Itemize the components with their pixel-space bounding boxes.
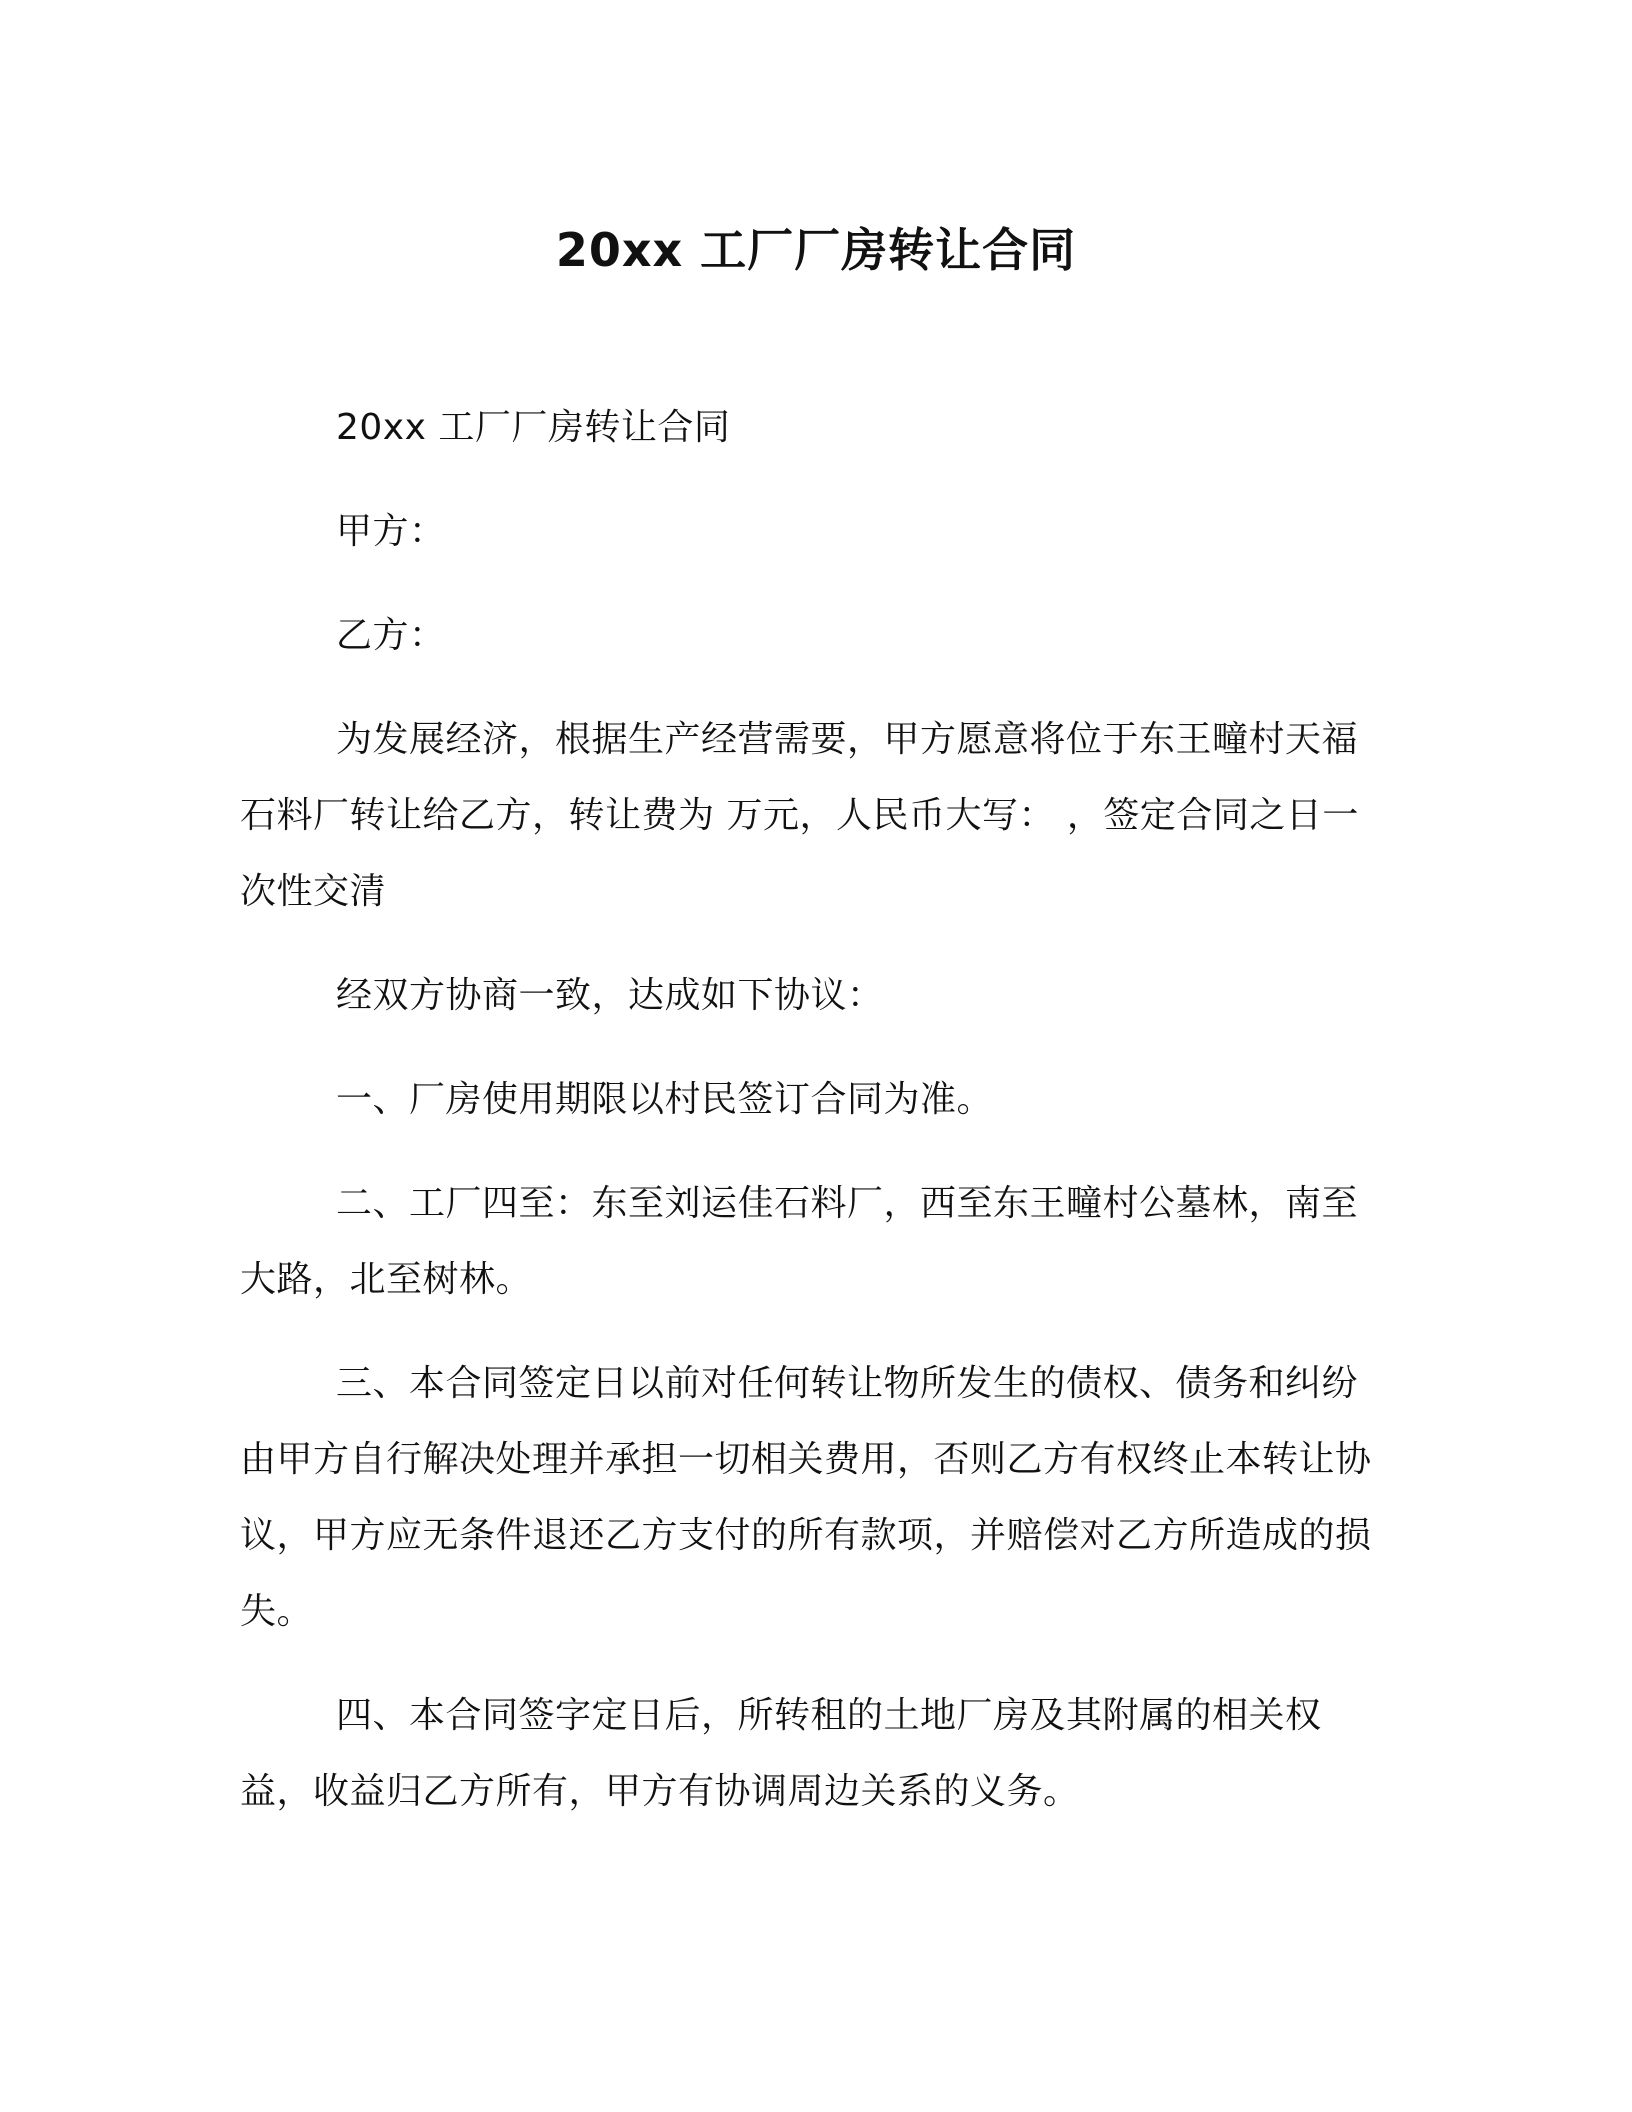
paragraph-clause-3: 三、本合同签定日以前对任何转让物所发生的债权、债务和纠纷由甲方自行解决处理并承担一切相关费用，否则乙方有权终止本转让协议，甲方应无条件退还乙方支付的所有款项，并赔偿对乙方所造成的损失。 <box>240 1363 1372 1632</box>
paragraph-clause-1: 一、厂房使用期限以村民签订合同为准。 <box>336 1079 994 1120</box>
paragraph-agreement-intro: 经双方协商一致，达成如下协议： <box>336 975 884 1016</box>
paragraph-clause-4: 四、本合同签字定日后，所转租的土地厂房及其附属的相关权益，收益归乙方所有，甲方有协调周边关系的义务。 <box>240 1695 1322 1812</box>
paragraph-clause-2: 二、工厂四至：东至刘运佳石料厂，西至东王疃村公墓林，南至大路，北至树林。 <box>240 1183 1359 1300</box>
paragraph-party-a: 甲方： <box>336 511 446 552</box>
document-body <box>240 390 1392 1858</box>
document-title: 20xx 工厂厂房转让合同 <box>555 223 1077 277</box>
paragraph-heading: 20xx 工厂厂房转让合同 <box>336 407 731 448</box>
paragraph-party-b: 乙方： <box>336 615 446 656</box>
paragraph-preamble: 为发展经济，根据生产经营需要，甲方愿意将位于东王疃村天福石料厂转让给乙方，转让费为 万元，人民币大写： ，签定合同之日一次性交清 <box>240 719 1359 912</box>
